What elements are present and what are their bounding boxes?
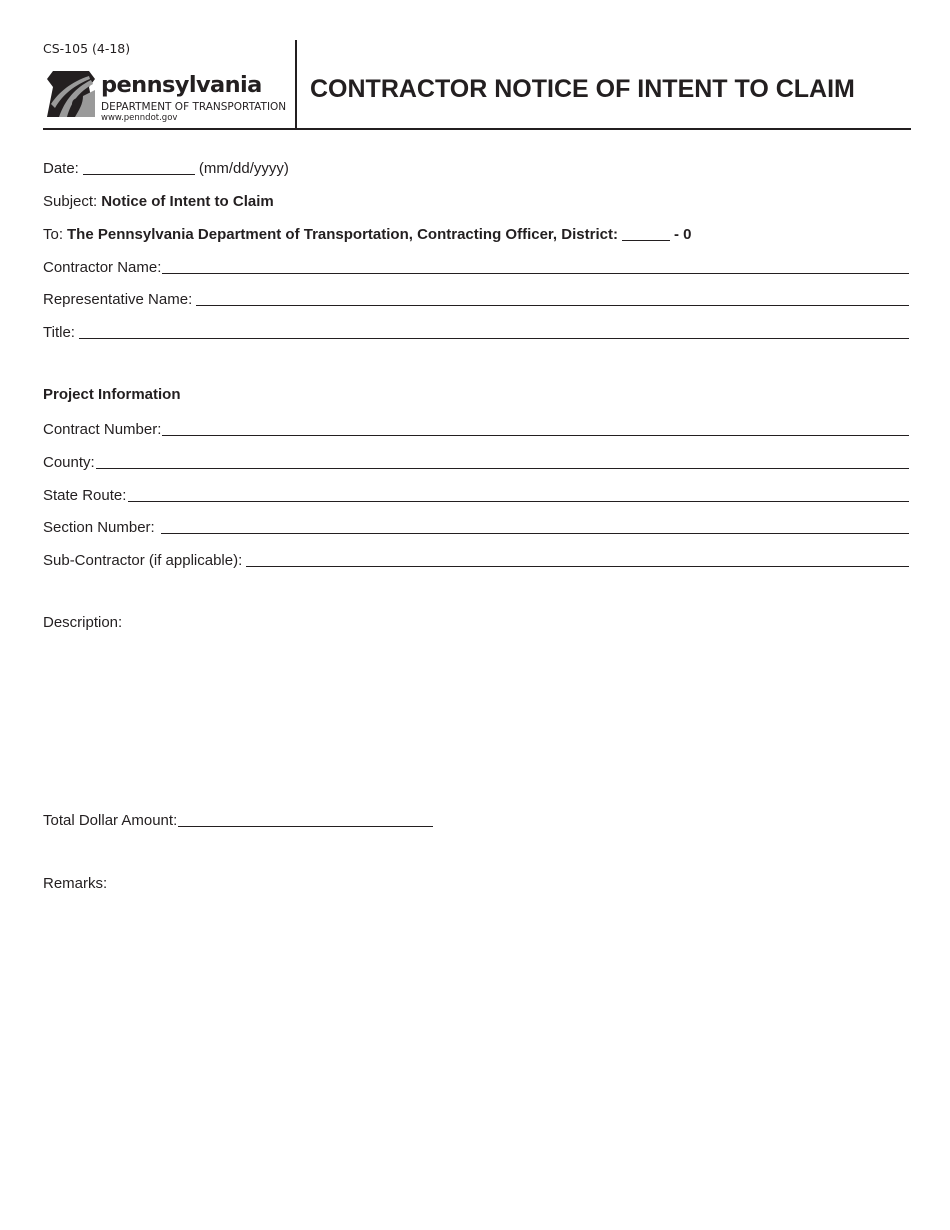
- title-field[interactable]: [79, 337, 909, 339]
- description-field[interactable]: [43, 640, 909, 790]
- representative-name-label: Representative Name:: [43, 291, 193, 308]
- project-information-heading: Project Information: [43, 386, 181, 403]
- description-label: Description:: [43, 614, 123, 631]
- to-row: [43, 222, 909, 244]
- header-horizontal-divider: [43, 128, 911, 130]
- contractor-name-row: [43, 255, 909, 277]
- contract-number-label: Contract Number:: [43, 421, 162, 438]
- section-number-field[interactable]: [161, 532, 909, 534]
- title-row: [43, 320, 909, 342]
- keystone-icon: [45, 70, 97, 118]
- contract-number-field[interactable]: [162, 434, 909, 436]
- title-label: Title:: [43, 324, 75, 341]
- remarks-label: Remarks:: [43, 875, 108, 892]
- form-code: CS-105 (4-18): [43, 41, 131, 56]
- section-number-label: Section Number:: [43, 519, 155, 536]
- date-label: Date:: [43, 160, 79, 177]
- website-url: www.penndot.gov: [101, 113, 178, 123]
- contractor-name-field[interactable]: [162, 272, 909, 274]
- county-label: County:: [43, 454, 95, 471]
- representative-name-row: [43, 287, 909, 309]
- county-field[interactable]: [96, 467, 909, 469]
- county-row: [43, 450, 909, 472]
- date-format-hint: (mm/dd/yyyy): [198, 160, 289, 177]
- sub-contractor-row: [43, 548, 909, 570]
- sub-contractor-label: Sub-Contractor (if applicable):: [43, 552, 243, 569]
- state-route-label: State Route:: [43, 487, 127, 504]
- sub-contractor-field[interactable]: [246, 565, 909, 567]
- to-label: To:: [43, 226, 64, 243]
- total-dollar-amount-label: Total Dollar Amount:: [43, 812, 178, 829]
- date-field[interactable]: [83, 173, 195, 175]
- subject-row: [43, 189, 909, 211]
- penndot-logo: [45, 70, 285, 124]
- agency-name: pennsylvania: [101, 72, 262, 98]
- contractor-name-label: Contractor Name:: [43, 259, 162, 276]
- to-value: The Pennsylvania Department of Transportation, Contracting Officer, District:: [67, 226, 618, 243]
- district-field[interactable]: [622, 239, 670, 241]
- remarks-field[interactable]: [43, 900, 909, 1180]
- total-dollar-amount-row: [43, 808, 433, 830]
- subject-value: Notice of Intent to Claim: [101, 193, 274, 210]
- section-number-row: [43, 515, 909, 537]
- contract-number-row: [43, 417, 909, 439]
- date-row: [43, 156, 909, 178]
- state-route-row: [43, 483, 909, 505]
- district-suffix: - 0: [673, 226, 692, 243]
- subject-label: Subject:: [43, 193, 98, 210]
- total-dollar-amount-field[interactable]: [178, 825, 433, 827]
- page-title: CONTRACTOR NOTICE OF INTENT TO CLAIM: [310, 75, 855, 103]
- state-route-field[interactable]: [128, 500, 909, 502]
- header-vertical-divider: [295, 40, 297, 129]
- representative-name-field[interactable]: [196, 304, 909, 306]
- department-name: DEPARTMENT OF TRANSPORTATION: [101, 101, 287, 113]
